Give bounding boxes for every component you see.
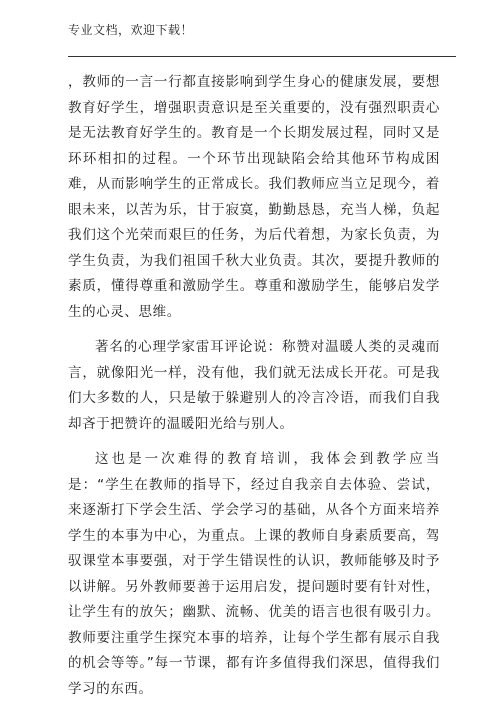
header-note: 专业文档，欢迎下载！: [68, 23, 194, 37]
paragraph-continuation: ，教师的一言一行都直接影响到学生身心的健康发展，要想教育好学生，增强职责意识是至关重要的，没有强烈职责心是无法教育好学生的。教育是一个长期发展过程，同时又是环环相扣的过程。一个环节出现缺陷会给其他环节构成困难，从而影响学生的正常成长。我们教师应当立足现今，着眼未来，以苦为乐，甘于寂寞，勤勤恳恳，充当人梯，负起我们这个光荣而艰巨的任务，为后代着想，为家长负责，为学生负责，为我们祖国千秋大业负责。其次，要提升教师的素质，懂得尊重和激励学生。尊重和激励学生，能够启发学生的心灵、思维。: [68, 74, 440, 320]
document-body: [68, 62, 440, 702]
header-divider: [68, 56, 456, 57]
paragraph-praise-quote: 著名的心理学家雷耳评论说：称赞对温暖人类的灵魂而言，就像阳光一样，没有他，我们就无法成长开花。可是我们大多数的人，只是敏于躲避别人的冷言冷语，而我们自我却吝于把赞许的温暖阳光给与别人。: [68, 339, 440, 432]
paragraph-training-reflection: 这也是一次难得的教育培训，我体会到教学应当是：“学生在教师的指导下，经过自我亲自去体验、尝试，来逐渐打下学会生活、学会学习的基础，从各个方面来培养学生的本事为中心，为重点。上课的教师自身素质要高，驾驭课堂本事要强，对于学生错误性的认识，教师能够及时予以讲解。另外教师要善于运用启发，提问题时要有针对性，让学生有的放矢；幽默、流畅、优美的语言也很有吸引力。教师要注重学生探究本事的培养，让每个学生都有展示自我的机会等等。”每一节课，都有许多值得我们深思，值得我们学习的东西。: [68, 451, 440, 697]
